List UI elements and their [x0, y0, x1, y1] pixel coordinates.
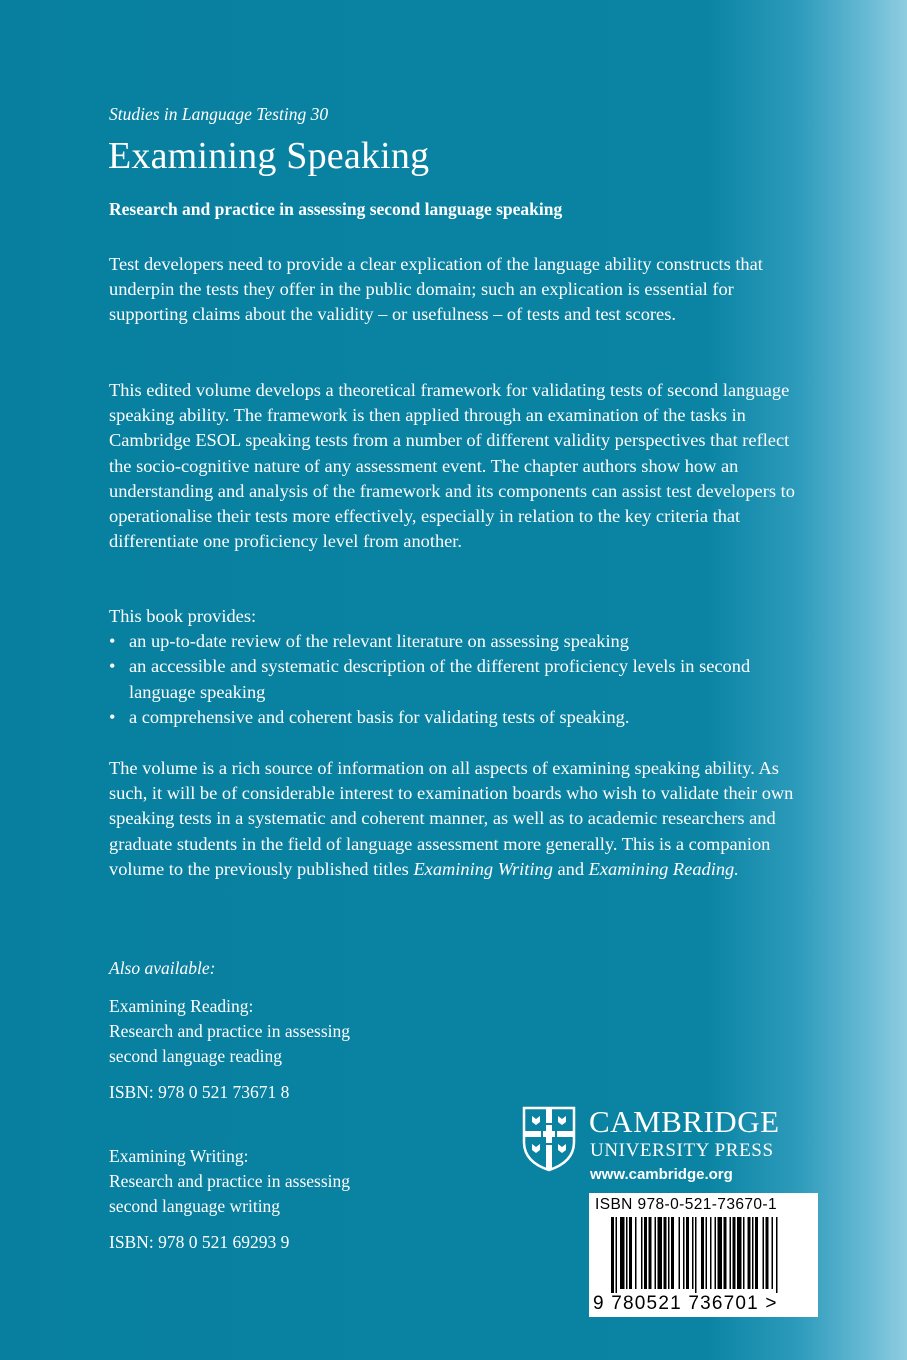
publisher-name: CAMBRIDGE [589, 1104, 780, 1139]
barcode-bar [776, 1217, 778, 1293]
barcode-bar [748, 1217, 751, 1289]
barcode-bar [695, 1217, 697, 1293]
provides-section [109, 604, 799, 730]
barcode-bar [718, 1217, 723, 1289]
barcode-bar [664, 1217, 667, 1289]
barcode-bar [737, 1217, 742, 1289]
barcode-bar [686, 1217, 689, 1289]
book-subtitle: Research and practice in assessing second language speaking [109, 199, 563, 219]
barcode-isbn-label: ISBN 978-0-521-73670-1 [595, 1196, 777, 1213]
related-book-title: Examining Reading: [109, 996, 254, 1016]
publisher-url: www.cambridge.org [590, 1166, 733, 1183]
paragraph-4-conjunction: and [552, 858, 589, 879]
companion-title-reading: Examining Reading. [588, 858, 739, 879]
related-book-isbn: ISBN: 978 0 521 69293 9 [109, 1231, 290, 1252]
barcode-bar [755, 1217, 758, 1289]
companion-title-writing: Examining Writing [413, 858, 553, 879]
related-book-isbn: ISBN: 978 0 521 73671 8 [109, 1081, 290, 1102]
barcode-bar [683, 1217, 685, 1289]
series-name: Studies in Language Testing 30 [109, 104, 329, 124]
barcode-bar [706, 1217, 708, 1289]
cambridge-shield-icon [522, 1106, 576, 1172]
barcode-bar [641, 1217, 643, 1289]
barcode-bar [772, 1217, 774, 1289]
barcode-bar [671, 1217, 674, 1289]
barcode-bar [692, 1217, 694, 1289]
publisher-press: UNIVERSITY PRESS [590, 1140, 774, 1161]
isbn-barcode [589, 1193, 818, 1317]
barcode-bar [635, 1217, 637, 1289]
blurb-paragraph-4 [109, 756, 799, 882]
barcode-bar [701, 1217, 704, 1289]
list-item-text: a comprehensive and coherent basis for validating tests of speaking. [129, 706, 630, 727]
bullet-icon: • [109, 656, 116, 677]
barcode-bar [710, 1217, 712, 1289]
barcode-bar [658, 1217, 663, 1289]
barcode-bar [611, 1217, 614, 1293]
publisher-logo [522, 1104, 822, 1184]
barcode-bar [620, 1217, 625, 1289]
barcode-bar [668, 1217, 670, 1289]
barcode-bar [730, 1217, 732, 1289]
related-book-writing [109, 1144, 350, 1255]
related-book-reading [109, 994, 350, 1105]
barcode-bar [724, 1217, 727, 1289]
barcode-bar [644, 1217, 647, 1289]
related-book-title: Examining Writing: [109, 1146, 249, 1166]
also-available-heading: Also available: [109, 958, 216, 978]
list-item [109, 654, 799, 704]
provides-intro: This book provides: [109, 606, 257, 626]
barcode-bar [763, 1217, 765, 1289]
book-title: Examining Speaking [108, 135, 430, 177]
list-item-text: an accessible and systematic description of the different proficiency levels in second language speaking [129, 656, 751, 702]
list-item-text: an up-to-date review of the relevant literature on assessing speaking [129, 631, 629, 652]
related-book-subtitle-line: Research and practice in assessing [109, 1171, 351, 1192]
barcode-bar [616, 1217, 618, 1293]
barcode-digits: 9 780521 736701 > [593, 1293, 778, 1314]
paragraph-4-text: The volume is a rich source of information on all aspects of examining speaking ability. As such, it will be of considerable interest to examination boards who wish to validate their own speaking tests in a systematic and coherent manner, as well as to academic researchers and graduate students in the field of language assessment more generally. This is a companion volume to the previously published titles [109, 758, 794, 879]
barcode-bar [626, 1217, 628, 1289]
related-book-subtitle-line: Research and practice in assessing [109, 1021, 351, 1042]
barcode-bar [715, 1217, 717, 1289]
barcode-bar [766, 1217, 769, 1289]
related-book-subtitle-line: second language reading [109, 1046, 282, 1067]
barcode-bar [733, 1217, 736, 1289]
barcode-bar [679, 1217, 681, 1289]
barcode-bar [743, 1217, 745, 1289]
blurb-paragraph-2: This edited volume develops a theoretical framework for validating tests of second language speaking ability. The framework is then applied through an examination of the tasks in Cambridge ESOL speaking tests from a number of different validity perspectives that reflect the socio-cognitive nature of any assessment event. The chapter authors show how an understanding and analysis of the framework and its components can assist test developers to operationalise their tests more effectively, especially in relation to the key criteria that differentiate one proficiency level from another. [109, 380, 795, 552]
blurb-paragraph-1: Test developers need to provide a clear explication of the language ability constructs that underpin the tests they offer in the public domain; such an explication is essential for supporting claims about the validity – or usefulness – of tests and test scores. [109, 254, 763, 325]
list-item [109, 705, 799, 730]
list-item [109, 629, 799, 654]
barcode-bar [649, 1217, 652, 1289]
bullet-icon: • [109, 631, 116, 652]
bullet-icon: • [109, 706, 116, 727]
barcode-bar [752, 1217, 754, 1289]
barcode-bar [629, 1217, 632, 1289]
related-book-subtitle-line: second language writing [109, 1196, 281, 1217]
barcode-bar [655, 1217, 657, 1289]
provides-list [109, 629, 799, 730]
